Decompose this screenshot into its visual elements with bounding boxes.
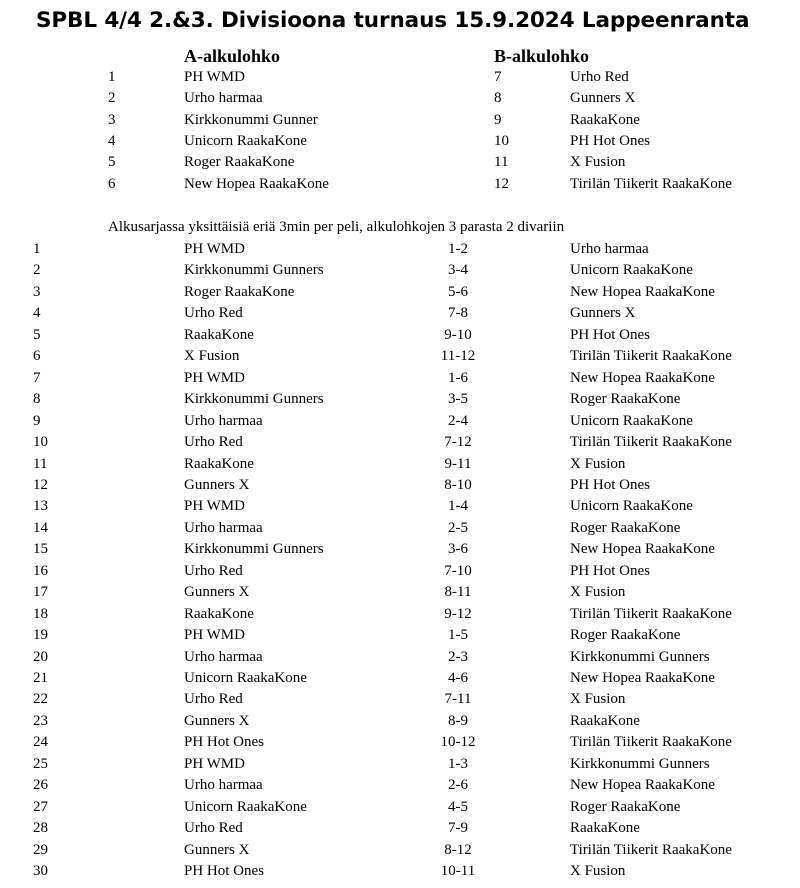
group-a-seed: 2 [108,90,116,107]
group-row [0,110,800,131]
group-b-seed: 10 [494,132,509,149]
match-row [0,625,800,647]
match-number: 7 [33,369,41,386]
group-a-team: Roger RaakaKone [184,154,295,171]
seed-pairing: 8-9 [448,712,468,729]
home-team: Urho Red [184,820,243,837]
home-team: Unicorn RaakaKone [184,670,307,686]
match-row [0,689,800,711]
seed-pairing: 3-4 [448,262,468,279]
match-number: 29 [33,841,48,858]
away-team: New Hopea RaakaKone [570,283,715,300]
away-team: Tirilän Tiikerit RaakaKone [570,434,732,451]
group-b-seed: 12 [494,175,509,192]
home-team: Gunners X [184,584,250,601]
away-team: X Fusion [570,455,626,472]
home-team: PH Hot Ones [184,734,265,751]
home-team: PH WMD [184,498,245,515]
group-row [0,131,800,152]
match-number: 24 [33,734,48,751]
away-team: RaakaKone [570,820,640,837]
away-team: Roger RaakaKone [570,519,681,536]
group-b-seed: 9 [494,111,502,128]
home-team: RaakaKone [184,455,254,472]
match-row [0,668,800,690]
away-team: Roger RaakaKone [570,627,681,644]
match-row [0,475,800,497]
away-team: New Hopea RaakaKone [570,541,715,558]
match-row [0,604,800,626]
seed-pairing: 9-11 [444,455,472,472]
match-number: 14 [33,519,48,536]
away-team: X Fusion [570,584,626,601]
seed-pairing: 5-6 [448,283,468,300]
home-team: Urho harmaa [184,777,263,794]
group-b-seed: 7 [494,69,502,85]
home-team: Urho Red [184,434,243,451]
match-number: 28 [33,820,48,837]
group-a-team: Urho harmaa [184,90,263,107]
away-team: Tirilän Tiikerit RaakaKone [570,605,732,622]
group-a-team: Unicorn RaakaKone [184,132,307,149]
home-team: Kirkkonummi Gunners [184,262,324,279]
group-b-team: Tirilän Tiikerit RaakaKone [570,175,732,192]
match-row [0,582,800,604]
match-row [0,561,800,583]
match-row [0,389,800,411]
away-team: Roger RaakaKone [570,798,681,815]
seed-pairing: 1-2 [448,241,468,257]
match-row [0,496,800,518]
seed-pairing: 7-11 [444,691,472,708]
group-b-team: Gunners X [570,90,636,107]
match-number: 4 [33,305,41,322]
home-team: Kirkkonummi Gunners [184,391,324,408]
home-team: X Fusion [184,348,240,365]
away-team: Unicorn RaakaKone [570,412,693,429]
seed-pairing: 2-6 [448,777,468,794]
match-number: 22 [33,691,48,708]
home-team: Urho Red [184,562,243,579]
seed-pairing: 1-5 [448,627,468,644]
seed-pairing: 1-6 [448,369,468,386]
page-title: SPBL 4/4 2.&3. Divisioona turnaus 15.9.2024 Lappeenranta [36,8,750,33]
home-team: Urho Red [184,305,243,322]
seed-pairing: 8-11 [444,584,472,601]
match-row [0,239,800,261]
seed-pairing: 3-6 [448,541,468,558]
seed-pairing: 1-4 [448,498,468,515]
group-b-team: PH Hot Ones [570,132,651,149]
group-row [0,174,800,195]
group-b-header: B-alkulohko [494,46,590,66]
home-team: Gunners X [184,841,250,858]
match-row [0,432,800,454]
home-team: Urho harmaa [184,519,263,536]
match-row [0,325,800,347]
home-team: Unicorn RaakaKone [184,798,307,815]
match-number: 18 [33,605,48,622]
group-a-seed: 3 [108,111,116,128]
away-team: Gunners X [570,305,636,322]
match-number: 19 [33,627,48,644]
seed-pairing: 10-11 [440,863,476,880]
home-team: Kirkkonummi Gunners [184,541,324,558]
match-number: 5 [33,326,41,343]
home-team: Gunners X [184,712,250,729]
match-number: 26 [33,777,48,794]
match-number: 1 [33,241,41,257]
match-row [0,711,800,733]
seed-pairing: 11-12 [440,348,476,365]
rules-note: Alkusarjassa yksittäisiä eriä 3min per peli, alkulohkojen 3 parasta 2 divariin [108,219,565,235]
away-team: Kirkkonummi Gunners [570,648,710,665]
home-team: PH Hot Ones [184,863,265,880]
group-row [0,152,800,173]
away-team: Roger RaakaKone [570,391,681,408]
home-team: PH WMD [184,241,245,257]
seed-pairing: 2-4 [448,412,468,429]
seed-pairing: 7-8 [448,305,468,322]
match-number: 10 [33,434,48,451]
home-team: Gunners X [184,476,250,493]
group-a-header: A-alkulohko [184,46,281,66]
seed-pairing: 2-3 [448,648,468,665]
away-team: New Hopea RaakaKone [570,777,715,794]
home-team: Urho Red [184,691,243,708]
match-number: 15 [33,541,48,558]
match-row [0,797,800,819]
away-team: New Hopea RaakaKone [570,369,715,386]
group-a-team: PH WMD [184,69,245,85]
match-row [0,368,800,390]
seed-pairing: 9-12 [444,605,472,622]
home-team: Urho harmaa [184,412,263,429]
group-b-seed: 11 [494,154,509,171]
away-team: Tirilän Tiikerit RaakaKone [570,734,732,751]
away-team: Kirkkonummi Gunners [570,755,710,772]
seed-pairing: 7-9 [448,820,468,837]
match-number: 9 [33,412,41,429]
match-row [0,303,800,325]
match-row [0,411,800,433]
match-number: 27 [33,798,48,815]
seed-pairing: 8-10 [444,476,472,493]
seed-pairing: 10-12 [440,734,476,751]
group-a-team: New Hopea RaakaKone [184,175,329,192]
match-row [0,861,800,883]
seed-pairing: 1-3 [448,755,468,772]
match-number: 3 [33,283,41,300]
seed-pairing: 2-5 [448,519,468,536]
group-a-seed: 4 [108,132,116,149]
away-team: X Fusion [570,691,626,708]
match-row [0,840,800,862]
group-row [0,88,800,109]
match-number: 6 [33,348,41,365]
match-row [0,775,800,797]
match-number: 23 [33,712,48,729]
match-row [0,818,800,840]
match-row [0,518,800,540]
match-row [0,539,800,561]
away-team: Tirilän Tiikerit RaakaKone [570,841,732,858]
home-team: PH WMD [184,627,245,644]
away-team: X Fusion [570,863,626,880]
match-number: 25 [33,755,48,772]
match-number: 17 [33,584,48,601]
match-row [0,282,800,304]
seed-pairing: 4-6 [448,670,468,686]
match-number: 20 [33,648,48,665]
group-b-team: Urho Red [570,69,629,85]
match-number: 13 [33,498,48,515]
seed-pairing: 7-12 [444,434,472,451]
match-row [0,754,800,776]
match-number: 12 [33,476,48,493]
home-team: RaakaKone [184,605,254,622]
match-row [0,346,800,368]
seed-pairing: 8-12 [444,841,472,858]
group-row [0,67,800,88]
group-b-team: X Fusion [570,154,626,171]
away-team: Tirilän Tiikerit RaakaKone [570,348,732,365]
home-team: Urho harmaa [184,648,263,665]
seed-pairing: 3-5 [448,391,468,408]
home-team: RaakaKone [184,326,254,343]
away-team: PH Hot Ones [570,562,651,579]
group-a-seed: 1 [108,69,116,85]
seed-pairing: 9-10 [444,326,472,343]
match-row [0,732,800,754]
group-b-team: RaakaKone [570,111,640,128]
home-team: PH WMD [184,369,245,386]
group-a-team: Kirkkonummi Gunner [184,111,318,128]
away-team: PH Hot Ones [570,476,651,493]
match-number: 11 [33,455,48,472]
group-a-seed: 5 [108,154,116,171]
match-row [0,260,800,282]
match-number: 21 [33,670,48,686]
match-row [0,647,800,669]
group-b-seed: 8 [494,90,502,107]
home-team: PH WMD [184,755,245,772]
seed-pairing: 4-5 [448,798,468,815]
match-number: 8 [33,391,41,408]
match-number: 30 [33,863,48,880]
away-team: Unicorn RaakaKone [570,498,693,515]
match-row [0,454,800,476]
match-number: 16 [33,562,48,579]
away-team: Unicorn RaakaKone [570,262,693,279]
match-number: 2 [33,262,41,279]
away-team: RaakaKone [570,712,640,729]
seed-pairing: 7-10 [444,562,472,579]
home-team: Roger RaakaKone [184,283,295,300]
away-team: PH Hot Ones [570,326,651,343]
group-a-seed: 6 [108,175,116,192]
away-team: Urho harmaa [570,241,649,257]
away-team: New Hopea RaakaKone [570,670,715,686]
